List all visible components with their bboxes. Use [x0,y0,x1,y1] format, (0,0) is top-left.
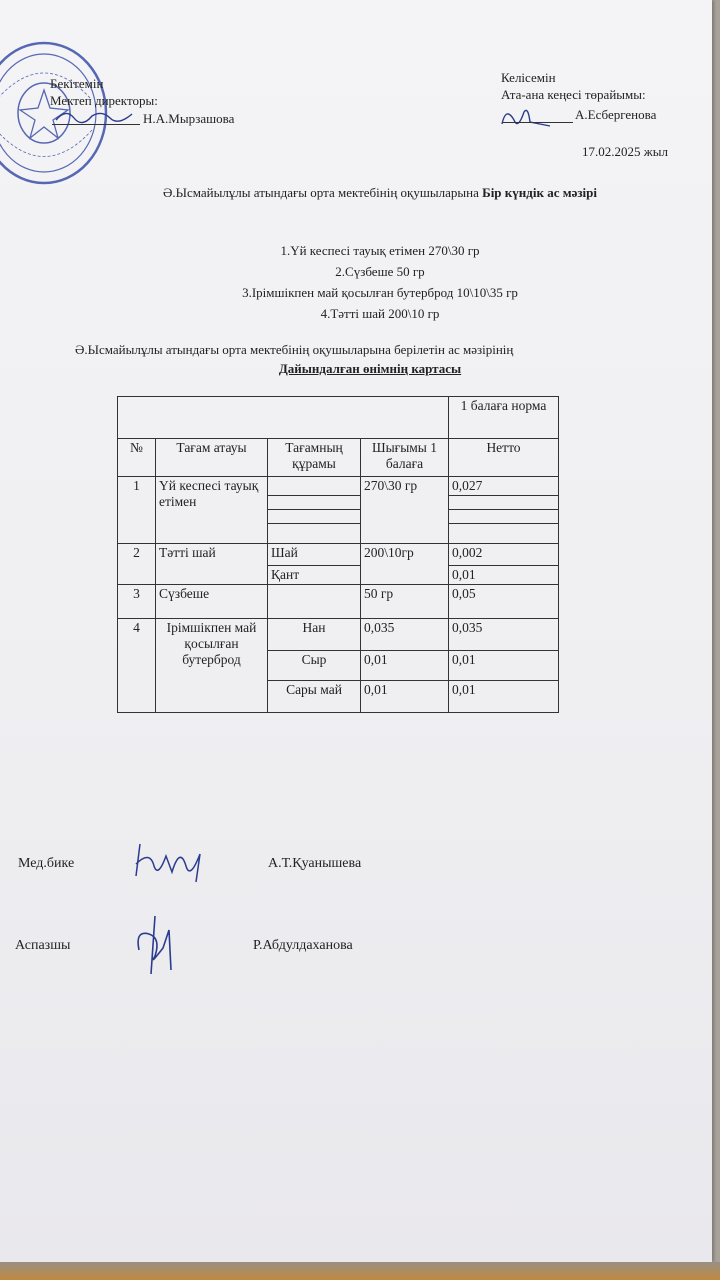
agree-role: Ата-ана кеңесі төрайымы: [501,87,646,102]
row1-comp-cell [268,496,361,510]
cook-role: Аспазшы [15,938,71,953]
product-card-table [117,396,559,713]
menu-title [0,185,712,201]
table-row [118,619,559,651]
menu-item: 3.Ірімшікпен май қосылған бутерброд 10\10\35 гр [242,285,518,300]
nurse-role: Мед.бике [18,856,75,871]
row4-comp2: Сыр [268,651,361,681]
parent-council-name: А.Есбергенова [575,107,657,122]
row3-yield: 50 гр [361,585,449,619]
row2-dish: Тәтті шай [156,544,268,585]
row1-comp-cell [268,510,361,524]
agree-title: Келісемін [501,70,556,85]
row2-comp2: Қант [268,566,361,585]
col-header-dish: Тағам атауы [156,439,268,477]
col-header-netto: Нетто [449,439,559,477]
row1-netto-cell [449,510,559,524]
row3-netto: 0,05 [449,585,559,619]
col-header-no: № [118,439,156,477]
row1-netto-cell [449,496,559,510]
row4-comp3: Сары май [268,681,361,713]
row1-netto: 0,027 [449,477,559,496]
table-row [118,397,559,439]
approve-role: Мектеп директоры: [50,93,158,108]
cook-name: Р.Абдулдаханова [253,938,353,953]
table-row [118,544,559,566]
desk-edge [0,1262,720,1280]
row4-comp1: Нан [268,619,361,651]
col-header-yield: Шығымы 1 балаға [361,439,449,477]
col-header-composition: Тағамның құрамы [268,439,361,477]
row1-dish: Үй кеспесі тауық етімен [156,477,268,544]
row4-yield1: 0,035 [361,619,449,651]
menu-title-prefix: Ә.Ысмайылұлы атындағы орта мектебінің оқушыларына [162,185,479,200]
row2-netto2: 0,01 [449,566,559,585]
row4-yield3: 0,01 [361,681,449,713]
row4-netto1: 0,035 [449,619,559,651]
nurse-signature [130,836,220,886]
menu-item: 2.Сүзбеше 50 гр [335,264,425,279]
parent-signature-line [503,122,573,123]
menu-item: 1.Үй кеспесі тауық етімен 270\30 гр [280,243,480,258]
row2-no: 2 [118,544,156,585]
director-name: Н.А.Мырзашова [143,111,235,126]
table-row [118,477,559,496]
row4-netto2: 0,01 [449,651,559,681]
row4-yield2: 0,01 [361,651,449,681]
row1-comp-cell [268,524,361,544]
director-signature-line [52,124,140,125]
row1-comp-cell [268,477,361,496]
card-title-line1: Ә.Ысмайылұлы атындағы орта мектебінің оқушыларына берілетін ас мәзірінің [75,342,514,357]
row3-dish: Сүзбеше [156,585,268,619]
row1-yield: 270\30 гр [361,477,449,544]
table-cell-blank [118,397,449,439]
parent-council-signature [496,104,556,134]
table-header-row [118,439,559,477]
row1-netto-cell [449,524,559,544]
row3-comp-cell [268,585,361,619]
row1-no: 1 [118,477,156,544]
approve-title: Бекітемін [50,76,104,91]
table-row [118,585,559,619]
row2-comp1: Шай [268,544,361,566]
row3-no: 3 [118,585,156,619]
card-title-line2: Дайындалған өнімнің картасы [278,361,462,376]
row4-dish: Ірімшікпен май қосылған бутерброд [156,619,268,713]
document-date: 17.02.2025 жыл [582,144,668,159]
row4-netto3: 0,01 [449,681,559,713]
menu-item: 4.Тәтті шай 200\10 гр [320,306,440,321]
cook-signature [125,910,185,980]
row2-yield: 200\10гр [361,544,449,585]
menu-title-bold: Бір күндік ас мәзірі [482,185,598,200]
row4-no: 4 [118,619,156,713]
nurse-name: А.Т.Қуанышева [268,856,362,871]
norm-header: 1 балаға норма [449,397,559,439]
row2-netto1: 0,002 [449,544,559,566]
